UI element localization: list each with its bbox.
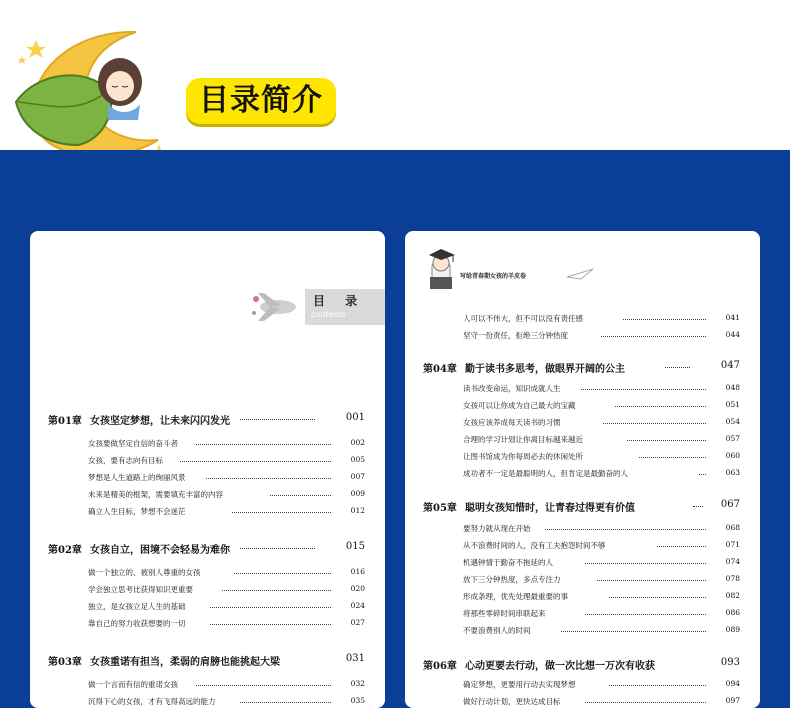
toc-item[interactable] (405, 555, 760, 571)
toc-item[interactable] (30, 453, 385, 469)
item-page: 020 (350, 584, 365, 593)
chapter-page: 093 (720, 657, 740, 668)
leader-dots (693, 506, 703, 507)
toc-item[interactable] (405, 606, 760, 622)
item-title: 机遇钟情于勤奋不拖延的人 (463, 558, 553, 567)
chapter-title: 女孩坚定梦想，让未来闪闪发光 (90, 416, 230, 427)
chapter-title: 女孩自立，困境不会轻易为难你 (90, 545, 230, 556)
toc-item[interactable] (405, 694, 760, 708)
star-icon (18, 56, 26, 64)
item-title: 不要浪费别人的时间 (463, 626, 531, 635)
contents-subtitle: contents (311, 310, 346, 319)
toc-page-right (405, 231, 760, 708)
leader-dots (210, 607, 331, 608)
chapter-title: 勤于读书多思考，做眼界开阔的公主 (465, 364, 625, 375)
leader-dots (180, 461, 331, 462)
item-page: 054 (725, 417, 740, 426)
item-page: 032 (350, 679, 365, 688)
item-title: 女孩要做坚定自信的奋斗者 (88, 439, 178, 448)
leader-dots (196, 685, 331, 686)
item-page: 035 (350, 696, 365, 705)
leader-dots (232, 512, 331, 513)
chapter-row[interactable] (405, 497, 760, 517)
toc-item[interactable] (405, 466, 760, 482)
leader-dots (240, 548, 315, 549)
item-title: 做一个独立的、被别人尊重的女孩 (88, 568, 201, 577)
toc-item[interactable] (405, 328, 760, 344)
item-title: 做好行动计划，更快达成目标 (463, 697, 561, 706)
item-page: 078 (725, 574, 740, 583)
item-title: 形成条理，优先处理最重要的事 (463, 592, 568, 601)
item-title: 人可以不伟大，但不可以没有责任感 (463, 314, 583, 323)
chapter-title: 聪明女孩知惜时，让青春过得更有价值 (465, 503, 635, 514)
item-page: 082 (725, 591, 740, 600)
leader-dots (615, 406, 706, 407)
chapter-row[interactable] (30, 539, 385, 559)
item-page: 051 (725, 400, 740, 409)
item-title: 学会独立思考比获得知识更重要 (88, 585, 193, 594)
running-header-text: 写给青春期女孩的羊皮卷 (460, 273, 527, 280)
leader-dots (581, 389, 706, 390)
toc-item[interactable] (30, 487, 385, 503)
chapter-page: 031 (345, 653, 365, 664)
item-page: 060 (725, 451, 740, 460)
item-title: 从不浪费时间的人，没有工夫抱怨时间不够 (463, 541, 606, 550)
moon-girl-illustration (8, 20, 178, 160)
leader-dots (609, 685, 706, 686)
leader-dots (545, 529, 706, 530)
toc-item[interactable] (30, 677, 385, 693)
chapter-number: 第04章 (423, 364, 457, 375)
leader-dots (222, 590, 331, 591)
toc-item[interactable] (405, 572, 760, 588)
leader-dots (597, 580, 706, 581)
item-title: 合理的学习计划让你离目标越来越近 (463, 435, 583, 444)
item-title: 女孩，要有志向有目标 (88, 456, 163, 465)
item-page: 012 (350, 506, 365, 515)
leader-dots (240, 702, 331, 703)
item-title: 读书改变命运，知识成就人生 (463, 384, 561, 393)
chapter-page: 047 (720, 360, 740, 371)
toc-item[interactable] (405, 677, 760, 693)
header-area (0, 0, 790, 150)
leader-dots (627, 440, 706, 441)
item-page: 027 (350, 618, 365, 627)
item-title: 女孩应该养成每天读书的习惯 (463, 418, 561, 427)
toc-item[interactable] (405, 589, 760, 605)
leader-dots (196, 444, 331, 445)
item-page: 048 (725, 383, 740, 392)
item-title: 将那些零碎时间串联起来 (463, 609, 546, 618)
item-page: 094 (725, 679, 740, 688)
item-page: 071 (725, 540, 740, 549)
leader-dots (206, 478, 331, 479)
item-page: 074 (725, 557, 740, 566)
item-title: 靠自己的努力收获想要的一切 (88, 619, 186, 628)
chapter-row[interactable] (405, 358, 760, 378)
running-header (425, 247, 625, 293)
toc-item[interactable] (30, 504, 385, 520)
item-page: 097 (725, 696, 740, 705)
item-page: 044 (725, 330, 740, 339)
item-title: 要努力就从现在开始 (463, 524, 531, 533)
toc-item[interactable] (30, 616, 385, 632)
toc-item[interactable] (405, 415, 760, 431)
leader-dots (699, 474, 706, 475)
toc-item[interactable] (30, 582, 385, 598)
toc-item[interactable] (30, 599, 385, 615)
chapter-page: 015 (345, 541, 365, 552)
toc-item[interactable] (30, 694, 385, 708)
leader-dots (270, 495, 331, 496)
chapter-page: 067 (720, 499, 740, 510)
star-icon (26, 40, 46, 58)
chapter-number: 第06章 (423, 661, 457, 672)
leader-dots (561, 631, 706, 632)
graduate-icon (425, 247, 459, 293)
item-title: 放下三分钟热度，多点专注力 (463, 575, 561, 584)
chapter-page: 001 (345, 412, 365, 423)
item-title: 独立，是女孩立足人生的基础 (88, 602, 186, 611)
chapter-row[interactable] (30, 651, 385, 671)
page-title-badge (186, 78, 336, 124)
leader-dots (603, 423, 706, 424)
leader-dots (585, 563, 706, 564)
leader-dots (585, 702, 706, 703)
leader-dots (240, 419, 315, 420)
item-page: 057 (725, 434, 740, 443)
item-title: 未来是精美的框架，需要填充丰富的内容 (88, 490, 223, 499)
chapter-number: 第02章 (48, 545, 82, 556)
contents-title: 目 录 (313, 294, 366, 308)
item-page: 007 (350, 472, 365, 481)
leader-dots (623, 319, 706, 320)
chapter-row[interactable] (405, 655, 760, 675)
leader-dots (665, 367, 690, 368)
toc-item[interactable] (405, 623, 760, 639)
item-title: 坚守一份责任，拒绝三分钟热度 (463, 331, 568, 340)
toc-item[interactable] (405, 381, 760, 397)
toc-item[interactable] (405, 538, 760, 554)
item-page: 089 (725, 625, 740, 634)
item-page: 063 (725, 468, 740, 477)
item-title: 让图书馆成为你每周必去的休闲处所 (463, 452, 583, 461)
item-page: 005 (350, 455, 365, 464)
item-title: 梦想是人生道路上的绚丽风景 (88, 473, 186, 482)
item-title: 确立人生目标，梦想不会迷茫 (88, 507, 186, 516)
toc-item[interactable] (405, 432, 760, 448)
chapter-title: 心动更要去行动，做一次比想一万次有收获 (465, 661, 655, 672)
toc-item[interactable] (30, 470, 385, 486)
toc-item[interactable] (30, 436, 385, 452)
item-page: 068 (725, 523, 740, 532)
item-title: 成功者不一定是最聪明的人，但肯定是最勤奋的人 (463, 469, 628, 478)
chapter-row[interactable] (30, 410, 385, 430)
item-page: 024 (350, 601, 365, 610)
chapter-number: 第01章 (48, 416, 82, 427)
chapter-number: 第05章 (423, 503, 457, 514)
leader-dots (601, 336, 706, 337)
item-title: 沉得下心的女孩，才有飞得高远的能力 (88, 697, 216, 706)
chapter-title: 女孩重诺有担当，柔弱的肩膀也能挑起大梁 (90, 657, 280, 668)
leader-dots (585, 614, 706, 615)
page-title: 目录简介 (199, 83, 323, 118)
contents-header (305, 289, 385, 325)
leader-dots (210, 624, 331, 625)
toc-item[interactable] (405, 521, 760, 537)
item-page: 086 (725, 608, 740, 617)
airplane-icon (248, 289, 304, 325)
leader-dots (657, 546, 706, 547)
airplane-icon (565, 267, 595, 281)
toc-item[interactable] (30, 565, 385, 581)
toc-item[interactable] (405, 311, 760, 327)
toc-item[interactable] (405, 398, 760, 414)
item-title: 做一个言而有信的重诺女孩 (88, 680, 178, 689)
toc-item[interactable] (405, 449, 760, 465)
item-page: 016 (350, 567, 365, 576)
chapter-number: 第03章 (48, 657, 82, 668)
item-title: 确定梦想，更要用行动去实现梦想 (463, 680, 576, 689)
item-page: 041 (725, 313, 740, 322)
item-title: 女孩可以让你成为自己最大的宝藏 (463, 401, 576, 410)
leader-dots (639, 457, 706, 458)
leader-dots (234, 573, 331, 574)
item-page: 009 (350, 489, 365, 498)
leader-dots (609, 597, 706, 598)
item-page: 002 (350, 438, 365, 447)
toc-page-left (30, 231, 385, 708)
